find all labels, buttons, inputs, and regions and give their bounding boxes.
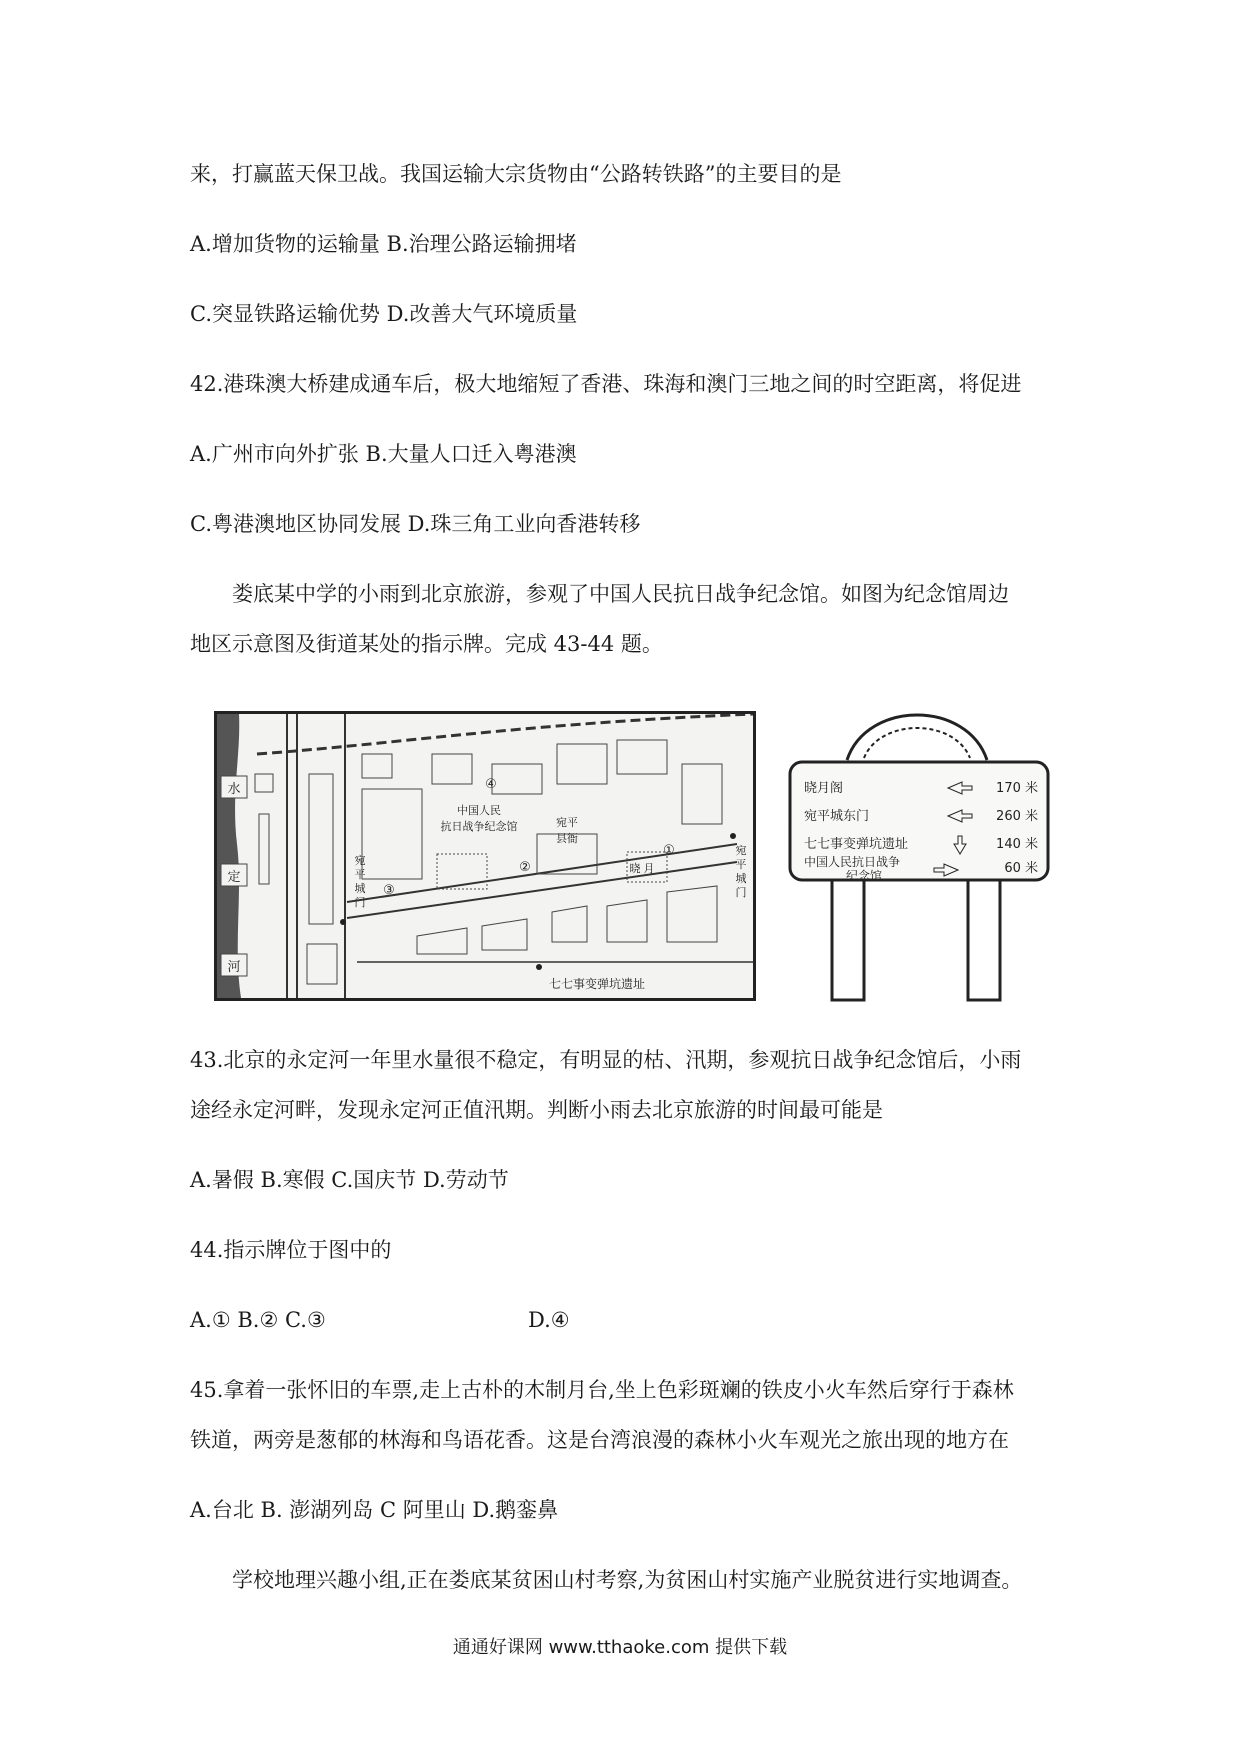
q45-stem-line1: 45.拿着一张怀旧的车票,走上古朴的木制月台,坐上色彩斑斓的铁皮小火车然后穿行于森林 (190, 1378, 1014, 1402)
block (482, 919, 527, 950)
marker-1: ① (663, 843, 675, 858)
left-gate-char-3: 城 (354, 882, 366, 895)
wanyue-char-2: 月 (643, 862, 655, 875)
q44-option-d: D.④ (528, 1308, 570, 1332)
q41-options-row1: A.增加货物的运输量 B.治理公路运输拥堵 (190, 232, 577, 256)
right-gate-char-3: 城 (735, 872, 747, 885)
sign-row2-name: 宛平城东门 (804, 809, 870, 824)
left-gate-char-1: 宛 (354, 854, 366, 867)
intro-line2: 地区示意图及街道某处的指示牌。完成 43-44 题。 (190, 632, 663, 656)
block (492, 764, 542, 794)
railway-line (257, 714, 753, 754)
street-label-2: 县衙 (556, 832, 578, 845)
sign-row4-name-2: 纪念馆 (846, 869, 883, 883)
sign-arch (847, 715, 987, 760)
q42-options-row1: A.广州市向外扩张 B.大量人口迁入粤港澳 (190, 442, 577, 466)
marker-2: ② (519, 860, 531, 875)
area-map-drawing (217, 714, 753, 998)
marker-3: ③ (383, 883, 395, 898)
block (617, 740, 667, 774)
q42-options-row2: C.粤港澳地区协同发展 D.珠三角工业向香港转移 (190, 512, 641, 536)
block (682, 764, 722, 824)
sign-row1-name: 晓月阁 (804, 781, 844, 796)
q45-stem-line2: 铁道，两旁是葱郁的林海和鸟语花香。这是台湾浪漫的森林小火车观光之旅出现的地方在 (190, 1428, 1009, 1452)
block (432, 754, 472, 784)
sign-row3-name: 七七事变弹坑遗址 (804, 837, 909, 852)
intro-line1: 娄底某中学的小雨到北京旅游，参观了中国人民抗日战争纪念馆。如图为纪念馆周边 (232, 582, 1009, 606)
right-gate-char-4: 门 (735, 886, 747, 899)
q44-stem: 44.指示牌位于图中的 (190, 1238, 392, 1262)
sign-row4-name-1: 中国人民抗日战争 (804, 855, 901, 869)
q41-stem-end: 来，打赢蓝天保卫战。我国运输大宗货物由“公路转铁路”的主要目的是 (190, 162, 842, 186)
museum-block (437, 854, 487, 889)
page-footer: 通通好课网 www.tthaoke.com 提供下载 (452, 1637, 788, 1658)
sign-arch-inner (864, 728, 970, 758)
sign-row2-distance: 260 米 (996, 809, 1038, 824)
block (259, 814, 269, 884)
sign-post-left (832, 880, 864, 1000)
main-avenue-top (347, 844, 737, 902)
block (667, 886, 717, 942)
block (552, 906, 587, 942)
left-gate-char-2: 平 (354, 868, 366, 881)
q42-stem: 42.港珠澳大桥建成通车后，极大地缩短了香港、珠海和澳门三地之间的时空距离，将促进 (190, 372, 1022, 396)
wanyue-char-1: 晓 (629, 862, 641, 875)
q41-options-row2: C.突显铁路运输优势 D.改善大气环境质量 (190, 302, 578, 326)
block (255, 774, 273, 792)
street-label-1: 宛平 (556, 816, 578, 829)
block (362, 789, 422, 879)
right-gate-char-1: 宛 (735, 844, 747, 857)
marker-4: ④ (485, 777, 497, 792)
q43-stem-line2: 途经永定河畔，发现永定河正值汛期。判断小雨去北京旅游的时间最可能是 (190, 1098, 883, 1122)
sign-post-right (968, 880, 1000, 1000)
q43-options: A.暑假 B.寒假 C.国庆节 D.劳动节 (190, 1168, 509, 1192)
q44-options-abc: A.① B.② C.③ (190, 1308, 326, 1332)
sign-row1-distance: 170 米 (996, 781, 1038, 796)
site-dot (536, 964, 542, 970)
block (309, 774, 333, 924)
block (557, 744, 607, 784)
river-char-1: 水 (227, 782, 241, 797)
sign-row3-distance: 140 米 (996, 837, 1038, 852)
block (417, 928, 467, 954)
river-char-3: 河 (227, 960, 241, 975)
block (307, 944, 337, 984)
block (607, 900, 647, 942)
site-label: 七七事变弹坑遗址 (548, 977, 646, 991)
direction-sign (772, 700, 1062, 1004)
west-gate-dot (340, 919, 346, 925)
sign-row4-distance: 60 米 (1004, 861, 1038, 876)
closing-paragraph: 学校地理兴趣小组,正在娄底某贫困山村考察,为贫困山村实施产业脱贫进行实地调查。 (232, 1568, 1023, 1592)
museum-label-1: 中国人民 (457, 804, 501, 817)
q45-options: A.台北 B. 澎湖列岛 C 阿里山 D.鹅銮鼻 (190, 1498, 559, 1522)
east-gate-dot (730, 833, 736, 839)
q43-stem-line1: 43.北京的永定河一年里水量很不稳定，有明显的枯、汛期，参观抗日战争纪念馆后，小雨 (190, 1048, 1022, 1072)
block (362, 754, 392, 778)
right-gate-char-2: 平 (735, 858, 747, 871)
area-map (214, 711, 756, 1001)
direction-sign-drawing (772, 700, 1062, 1004)
main-avenue-bottom (347, 862, 737, 918)
museum-label-2: 抗日战争纪念馆 (440, 820, 518, 833)
left-gate-char-4: 门 (354, 896, 366, 909)
river-char-2: 定 (227, 870, 241, 885)
